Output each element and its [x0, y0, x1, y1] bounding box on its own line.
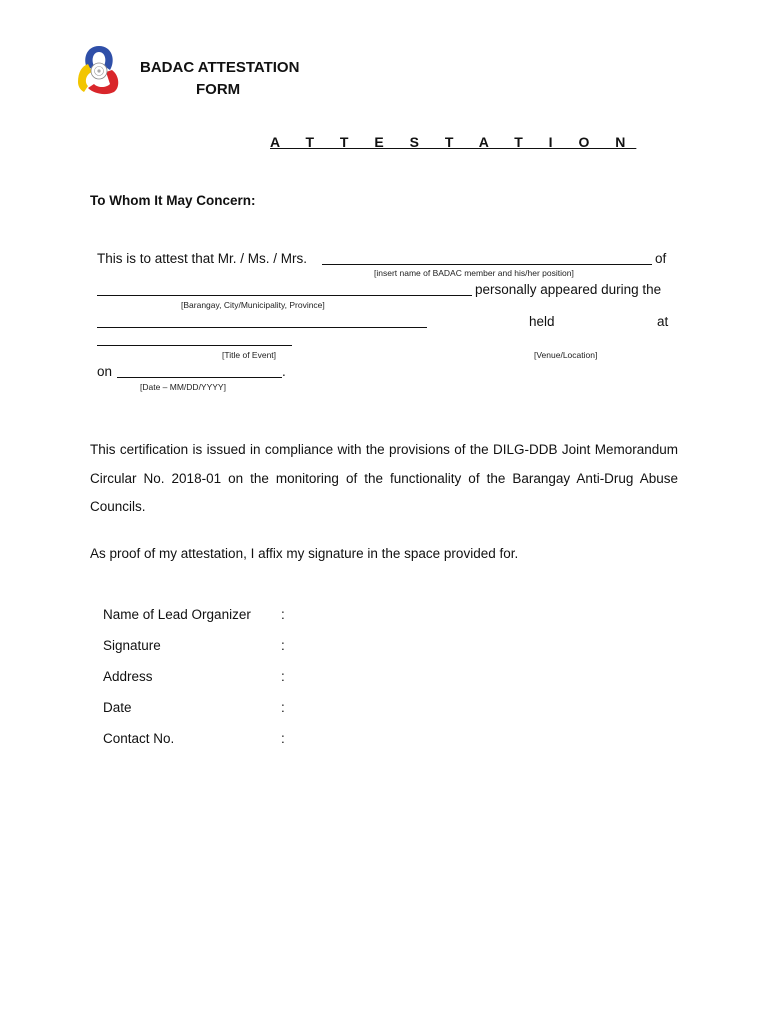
proof-paragraph: As proof of my attestation, I affix my signature in the space provided for. [90, 546, 519, 561]
hint-name: [insert name of BADAC member and his/her position] [374, 268, 574, 278]
field-colon: : [281, 638, 285, 653]
field-label-contact-no: Contact No. [103, 731, 175, 746]
document-title: A T T E S T A T I O N [270, 134, 637, 150]
attest-line1-suffix: of [655, 251, 667, 266]
field-colon: : [281, 669, 285, 684]
header-title-line1: BADAC ATTESTATION [140, 59, 300, 76]
date-blank-line[interactable] [117, 377, 282, 378]
field-label-lead-organizer: Name of Lead Organizer [103, 607, 251, 622]
attest-line4-prefix: on [97, 364, 113, 379]
hint-venue: [Venue/Location] [534, 350, 598, 360]
field-colon: : [281, 700, 285, 715]
attest-line1-prefix: This is to attest that Mr. / Ms. / Mrs. [97, 251, 308, 266]
attest-line3-at: at [657, 314, 669, 329]
event-blank-line[interactable] [97, 327, 427, 328]
header-title-line2: FORM [196, 81, 241, 98]
certification-paragraph: This certification is issued in compliance with the provisions of the DILG-DDB Joint Memorandum Circular No. 2018-01 on the monitoring of the functionality of the Barangay Anti-Drug Abuse Councils. [90, 442, 678, 514]
hint-event: [Title of Event] [222, 350, 277, 360]
field-label-address: Address [103, 669, 153, 684]
name-blank-line[interactable] [322, 264, 652, 265]
field-label-signature: Signature [103, 638, 161, 653]
hint-barangay: [Barangay, City/Municipality, Province] [181, 300, 325, 310]
field-colon: : [281, 607, 285, 622]
attest-line3-held: held [529, 314, 555, 329]
badac-logo-icon [74, 44, 124, 96]
hint-date: [Date – MM/DD/YYYY] [140, 382, 226, 392]
attest-line4-suffix: . [282, 364, 286, 379]
barangay-blank-line[interactable] [97, 295, 472, 296]
venue-blank-line[interactable] [97, 345, 292, 346]
field-label-date: Date [103, 700, 132, 715]
attest-line2-suffix: personally appeared during the [475, 282, 662, 297]
field-colon: : [281, 731, 285, 746]
salutation: To Whom It May Concern: [90, 193, 256, 208]
